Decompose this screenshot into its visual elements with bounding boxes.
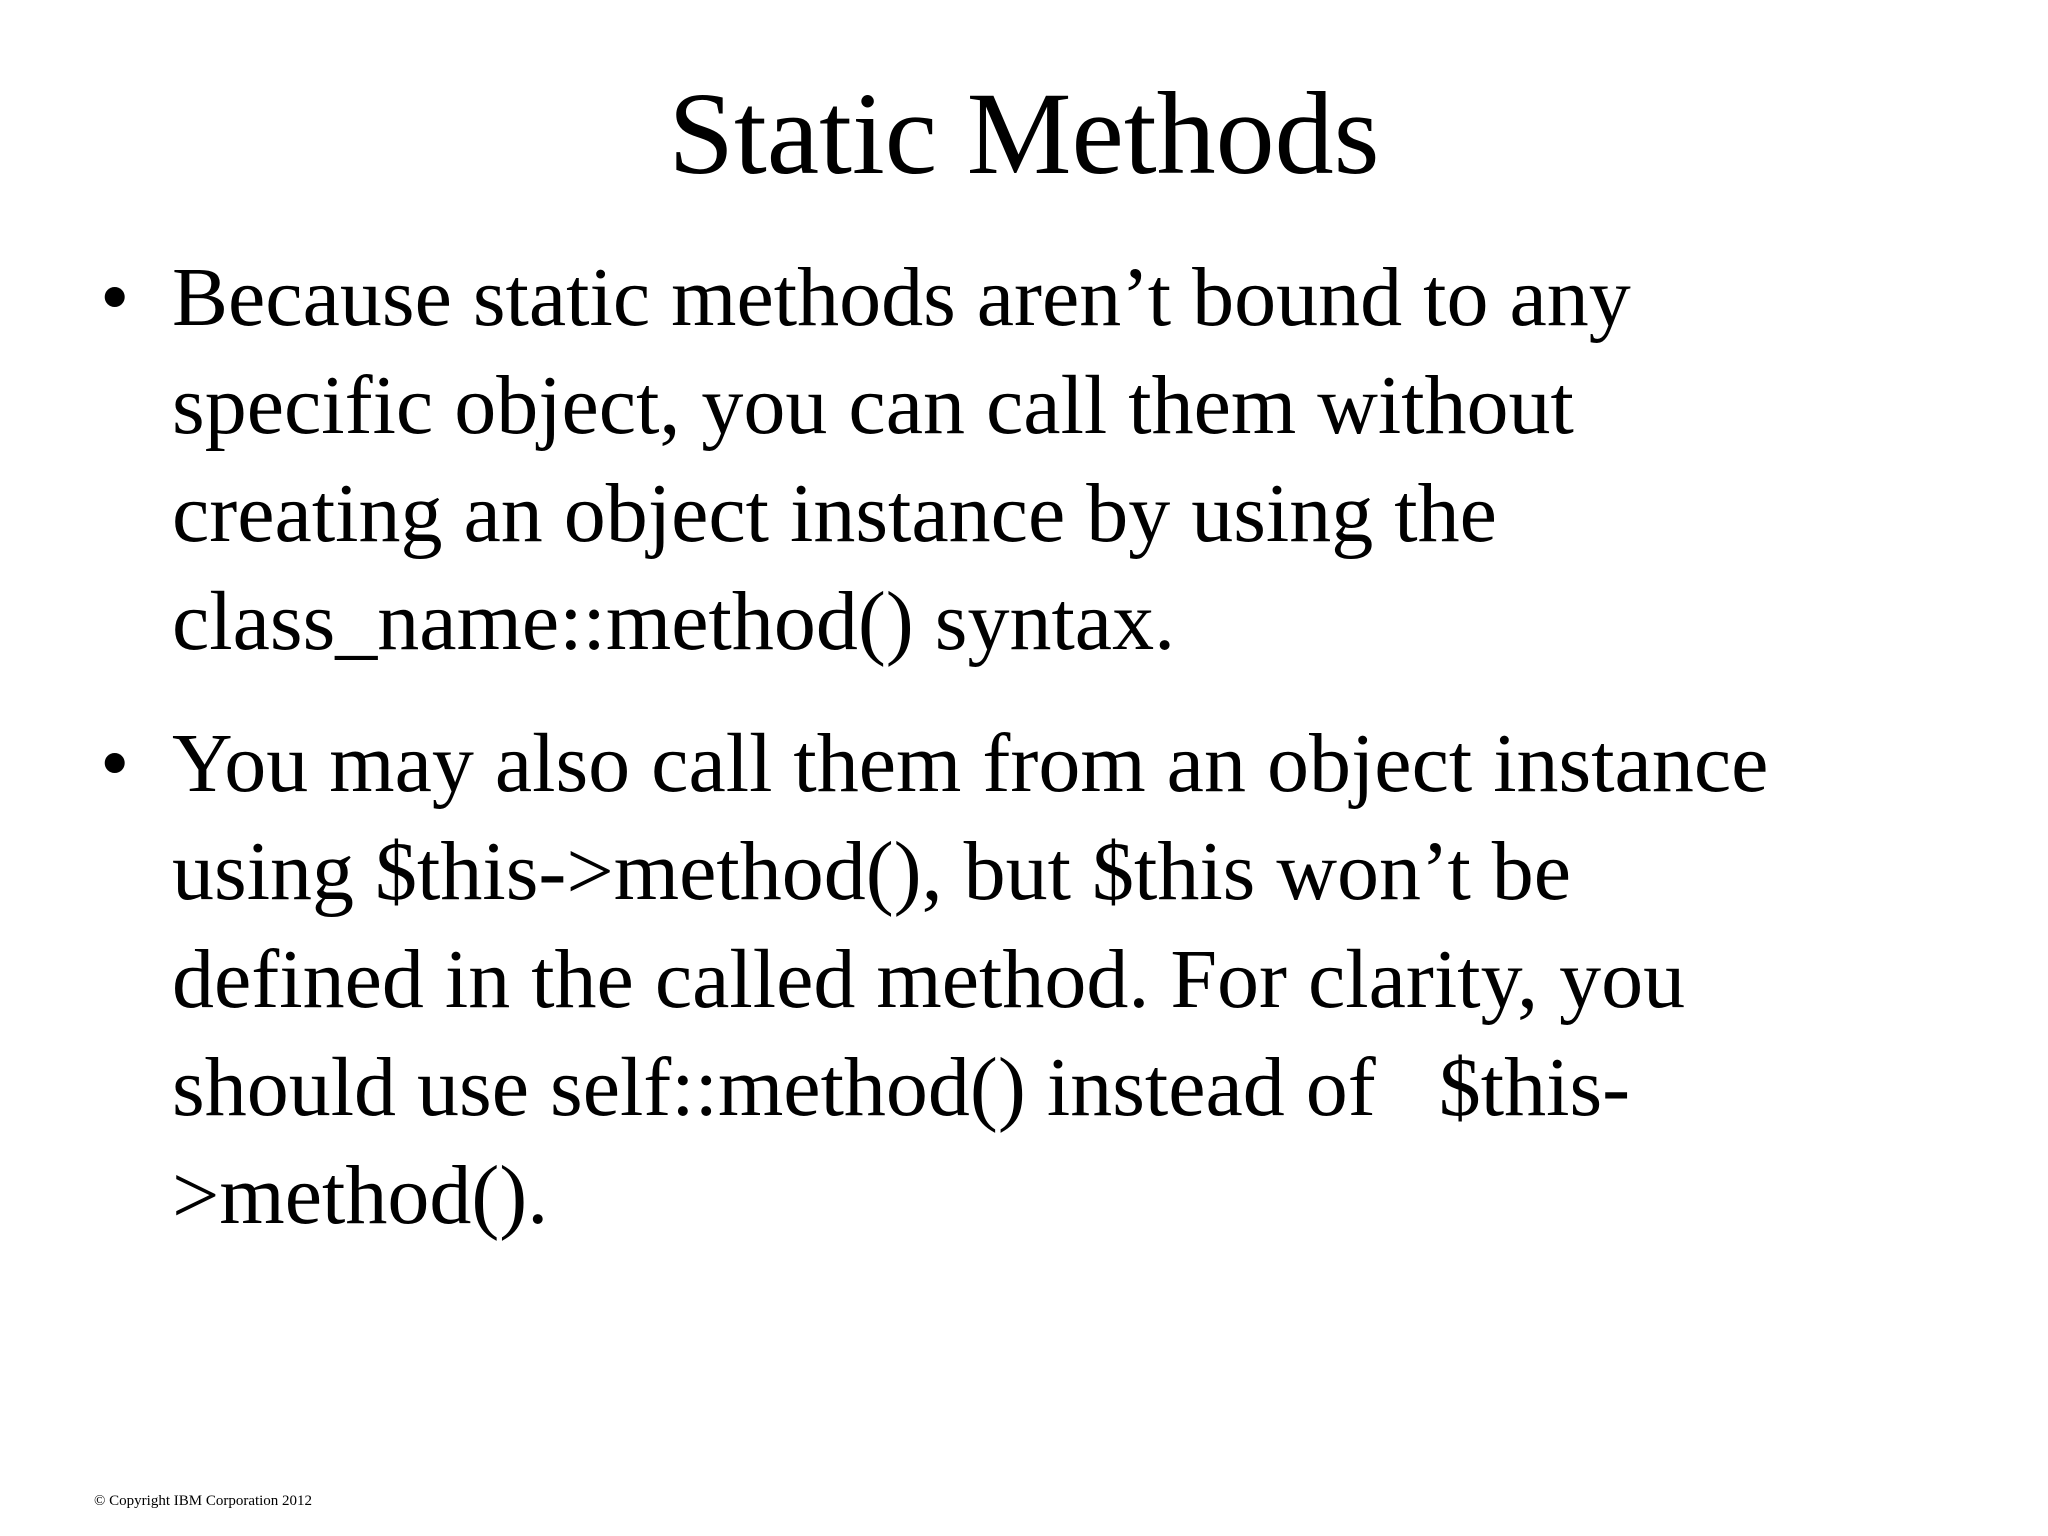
bullet-text-line: creating an object instance by using the xyxy=(172,467,1497,560)
slide-title: Static Methods xyxy=(668,68,1380,199)
bullet-text-line: Because static methods aren’t bound to any xyxy=(172,251,1631,344)
bullet-point-icon: • xyxy=(100,717,130,810)
bullet-text-line: You may also call them from an object instance xyxy=(172,717,1769,810)
bullet-text-line: using $this->method(), but $this won’t be xyxy=(172,825,1572,918)
bullet-text-line: class_name::method() syntax. xyxy=(172,575,1176,668)
bullet-text-line: >method(). xyxy=(172,1149,549,1242)
bullet-text-line: specific object, you can call them without xyxy=(172,359,1574,452)
bullet-text-line: should use self::method() instead of $this- xyxy=(172,1041,1631,1134)
copyright-footer: © Copyright IBM Corporation 2012 xyxy=(94,1493,313,1509)
bullet-point-icon: • xyxy=(100,251,130,344)
bullet-text-line: defined in the called method. For clarity, you xyxy=(172,933,1686,1026)
